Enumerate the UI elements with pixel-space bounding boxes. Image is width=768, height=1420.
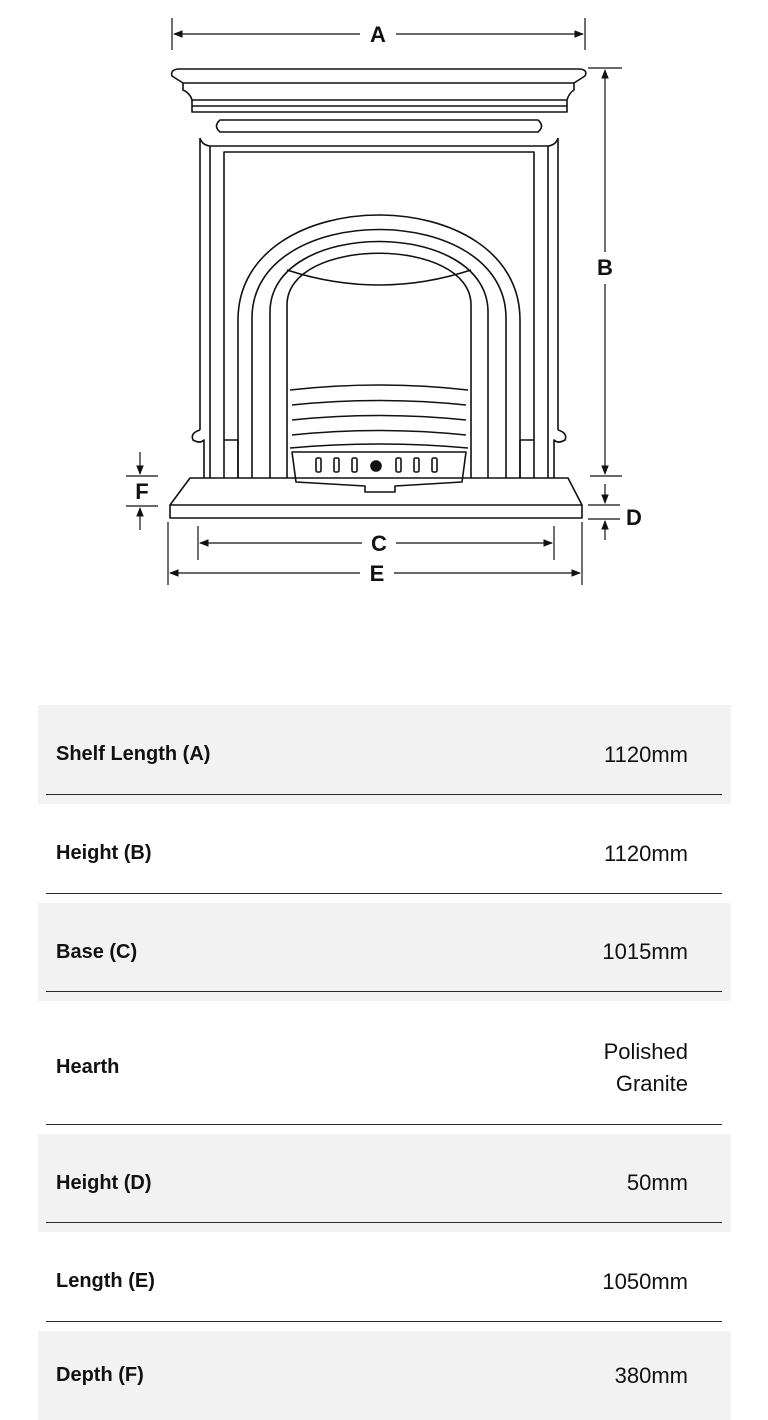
spec-row-depth-f <box>38 1331 731 1420</box>
spec-value-line: Granite <box>615 1070 688 1096</box>
spec-row-base <box>38 903 731 1001</box>
spec-label: Length (E) <box>56 1270 155 1292</box>
dimension-label-e: E <box>369 561 385 586</box>
mantel-shelf <box>172 69 586 83</box>
spec-value-line: Polished <box>603 1038 688 1064</box>
hearth <box>170 478 582 518</box>
frieze <box>192 106 567 112</box>
left-pilaster <box>200 138 210 478</box>
spec-label: Height (D) <box>56 1171 152 1194</box>
spec-label: Base (C) <box>56 940 138 963</box>
ashpan-knob <box>371 461 381 471</box>
fireplace-drawing <box>170 69 586 518</box>
frieze-slot <box>217 120 542 132</box>
panel-foot-left <box>224 440 238 478</box>
spec-value: 380mm <box>614 1362 688 1388</box>
panel-foot-right <box>520 440 534 478</box>
spec-value: 1050mm <box>602 1268 688 1294</box>
right-pilaster <box>548 138 558 478</box>
spec-label: Hearth <box>56 1056 120 1078</box>
spec-row-height-b <box>38 804 731 903</box>
dimension-label-b: B <box>597 255 613 280</box>
left-corbel <box>192 430 204 478</box>
spec-row-length-e <box>38 1232 731 1331</box>
spec-value: 1120mm <box>604 741 688 767</box>
right-corbel <box>554 430 566 478</box>
spec-value: 50mm <box>626 1170 688 1195</box>
spec-label: Depth (F) <box>56 1364 144 1386</box>
spec-label: Shelf Length (A) <box>56 743 211 765</box>
spec-row-hearth <box>38 1001 731 1134</box>
arch-ring <box>252 230 506 479</box>
spec-value: 1015mm <box>602 939 688 964</box>
dimension-label-d: D <box>626 505 642 530</box>
fireback-curve <box>287 270 471 285</box>
spec-label: Height (B) <box>56 842 152 864</box>
arch-outer <box>238 215 520 478</box>
grate-bars <box>290 385 468 448</box>
spec-value: 1120mm <box>604 840 688 866</box>
frieze-bottom <box>200 138 558 146</box>
spec-row-shelf-length <box>38 705 731 804</box>
spec-value <box>604 1036 688 1100</box>
dimension-label-c: C <box>371 531 387 556</box>
fireplace-dimension-diagram <box>0 0 768 620</box>
dimension-label-f: F <box>135 479 149 504</box>
arch-inner <box>270 242 488 479</box>
specification-table <box>38 705 731 1420</box>
spec-row-height-d <box>38 1134 731 1232</box>
mantel-moulding <box>183 83 574 100</box>
dimension-label-a: A <box>370 22 386 47</box>
